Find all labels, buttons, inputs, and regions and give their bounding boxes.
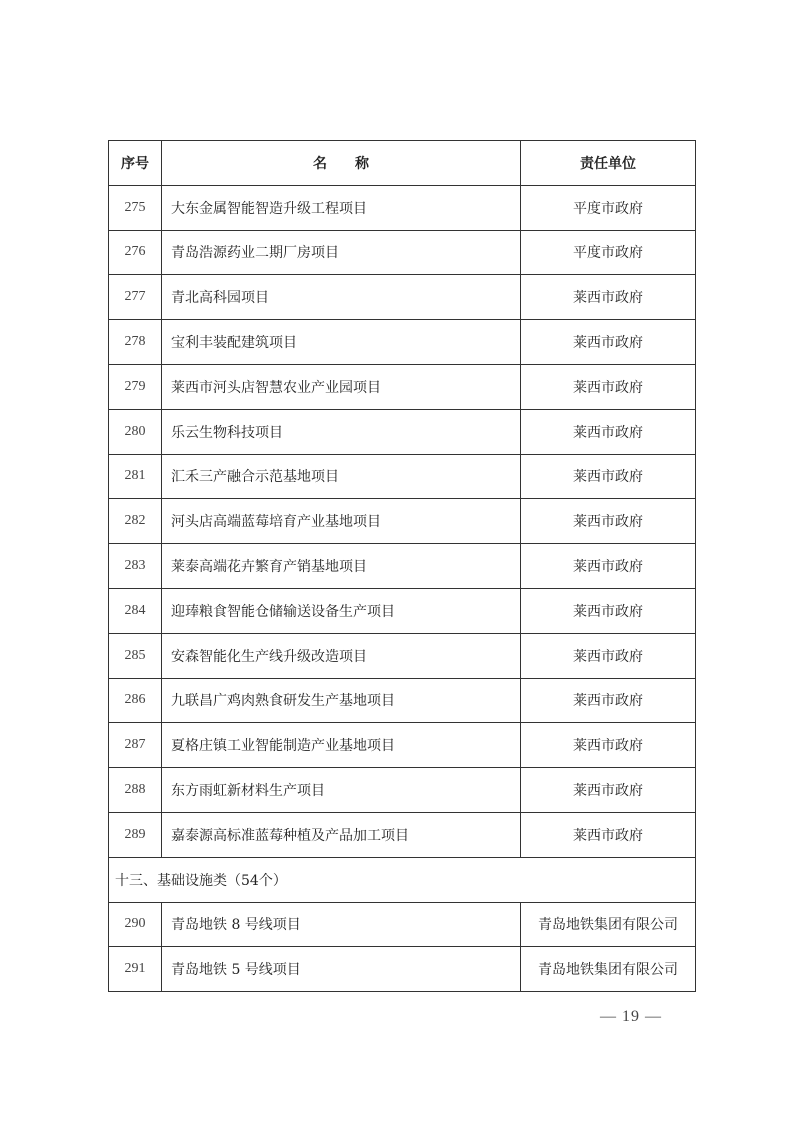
row-name: 大东金属智能智造升级工程项目 <box>162 185 521 230</box>
table-row <box>109 678 696 723</box>
row-unit: 莱西市政府 <box>521 678 696 723</box>
table-row <box>109 275 696 320</box>
row-index: 288 <box>109 768 162 813</box>
table-row <box>109 902 696 947</box>
row-index: 275 <box>109 185 162 230</box>
row-name: 莱泰高端花卉繁育产销基地项目 <box>162 544 521 589</box>
row-unit: 平度市政府 <box>521 185 696 230</box>
row-index: 283 <box>109 544 162 589</box>
row-name: 青北高科园项目 <box>162 275 521 320</box>
row-index: 278 <box>109 320 162 365</box>
table-row <box>109 409 696 454</box>
row-name: 乐云生物科技项目 <box>162 409 521 454</box>
table-row <box>109 320 696 365</box>
row-name: 青岛地铁 5 号线项目 <box>162 947 521 992</box>
row-name: 青岛地铁 8 号线项目 <box>162 902 521 947</box>
row-name: 安森智能化生产线升级改造项目 <box>162 633 521 678</box>
table-header-row <box>109 141 696 186</box>
row-name: 夏格庄镇工业智能制造产业基地项目 <box>162 723 521 768</box>
table-row <box>109 768 696 813</box>
row-index: 279 <box>109 364 162 409</box>
row-name: 河头店高端蓝莓培育产业基地项目 <box>162 499 521 544</box>
row-index: 284 <box>109 588 162 633</box>
row-unit: 莱西市政府 <box>521 499 696 544</box>
row-unit: 莱西市政府 <box>521 723 696 768</box>
row-index: 281 <box>109 454 162 499</box>
section-title: 十三、基础设施类（54个） <box>109 857 696 902</box>
row-name: 九联昌广鸡肉熟食研发生产基地项目 <box>162 678 521 723</box>
project-table <box>108 140 696 992</box>
row-name: 嘉泰源高标准蓝莓种植及产品加工项目 <box>162 812 521 857</box>
row-unit: 莱西市政府 <box>521 812 696 857</box>
table-row <box>109 723 696 768</box>
row-index: 291 <box>109 947 162 992</box>
table-row <box>109 947 696 992</box>
row-unit: 莱西市政府 <box>521 454 696 499</box>
header-index: 序号 <box>109 141 162 186</box>
table-row <box>109 499 696 544</box>
table-row <box>109 364 696 409</box>
row-unit: 莱西市政府 <box>521 275 696 320</box>
row-unit: 平度市政府 <box>521 230 696 275</box>
row-name: 莱西市河头店智慧农业产业园项目 <box>162 364 521 409</box>
row-name: 东方雨虹新材料生产项目 <box>162 768 521 813</box>
table-row <box>109 230 696 275</box>
row-index: 287 <box>109 723 162 768</box>
row-name: 迎琫粮食智能仓储输送设备生产项目 <box>162 588 521 633</box>
row-name: 宝利丰装配建筑项目 <box>162 320 521 365</box>
row-index: 276 <box>109 230 162 275</box>
row-unit: 青岛地铁集团有限公司 <box>521 947 696 992</box>
page-number: — 19 — <box>600 1008 662 1025</box>
row-index: 280 <box>109 409 162 454</box>
row-index: 277 <box>109 275 162 320</box>
row-unit: 莱西市政府 <box>521 364 696 409</box>
table-row <box>109 588 696 633</box>
row-unit: 莱西市政府 <box>521 409 696 454</box>
table-row <box>109 185 696 230</box>
row-name: 汇禾三产融合示范基地项目 <box>162 454 521 499</box>
header-name: 名 称 <box>162 141 521 186</box>
row-unit: 青岛地铁集团有限公司 <box>521 902 696 947</box>
row-index: 289 <box>109 812 162 857</box>
row-unit: 莱西市政府 <box>521 633 696 678</box>
row-index: 282 <box>109 499 162 544</box>
row-name: 青岛浩源药业二期厂房项目 <box>162 230 521 275</box>
table-row <box>109 633 696 678</box>
row-index: 290 <box>109 902 162 947</box>
row-index: 286 <box>109 678 162 723</box>
table-row <box>109 454 696 499</box>
table-row <box>109 812 696 857</box>
row-index: 285 <box>109 633 162 678</box>
row-unit: 莱西市政府 <box>521 588 696 633</box>
row-unit: 莱西市政府 <box>521 768 696 813</box>
table-row <box>109 544 696 589</box>
row-unit: 莱西市政府 <box>521 320 696 365</box>
header-unit: 责任单位 <box>521 141 696 186</box>
section-row <box>109 857 696 902</box>
row-unit: 莱西市政府 <box>521 544 696 589</box>
